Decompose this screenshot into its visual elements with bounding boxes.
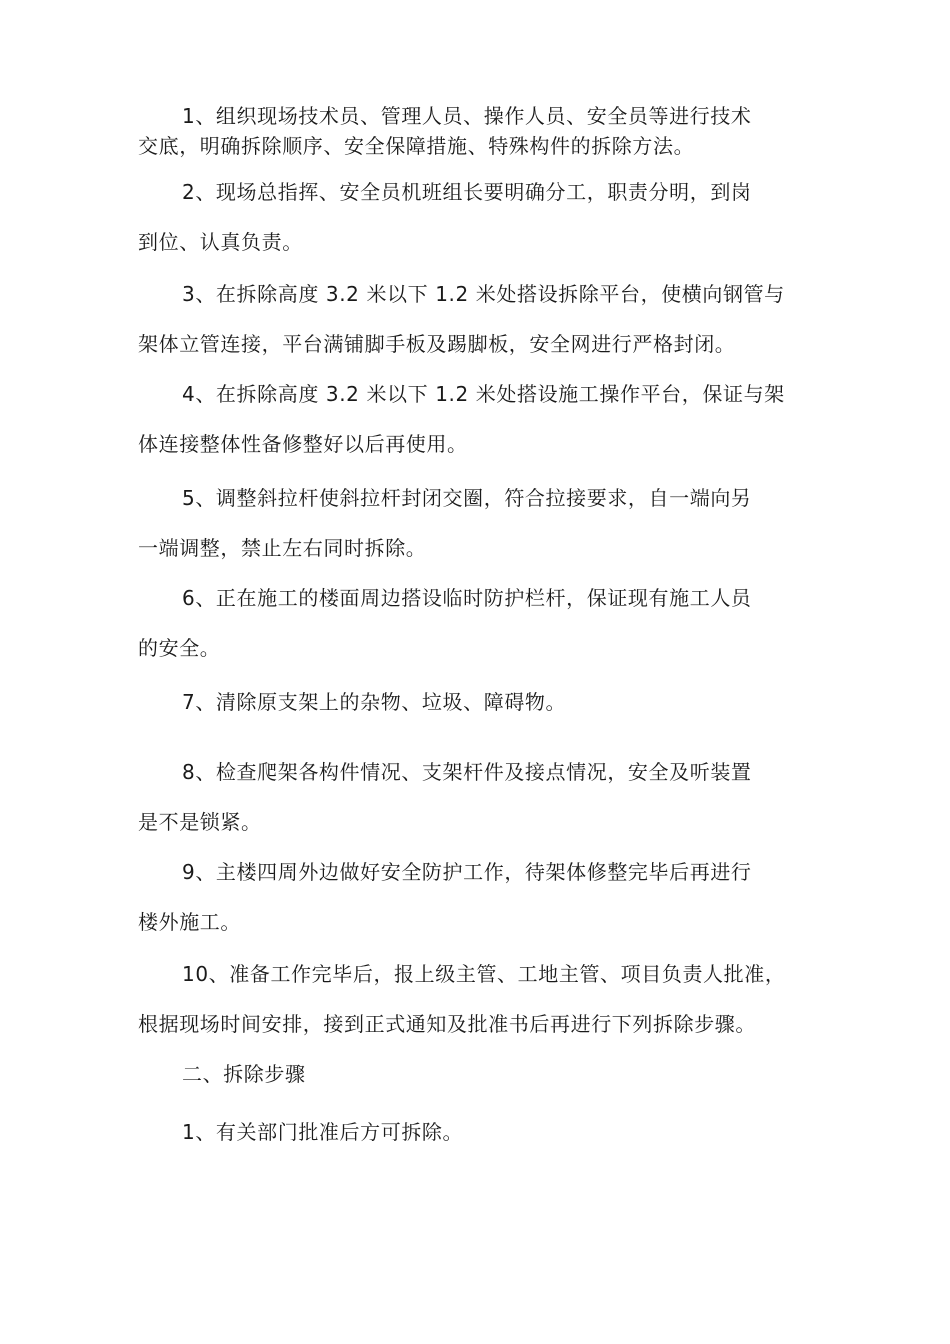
paragraph-line: 的安全。 <box>138 636 221 660</box>
section-heading-text: 二、拆除步骤 <box>182 1062 306 1086</box>
paragraph-line: 1、有关部门批准后方可拆除。 <box>182 1120 464 1144</box>
paragraph-line: 10、准备工作完毕后，报上级主管、工地主管、项目负责人批准， <box>182 962 786 986</box>
paragraph-line: 架体立管连接，平台满铺脚手板及踢脚板，安全网进行严格封闭。 <box>138 332 736 356</box>
paragraph-line: 交底，明确拆除顺序、安全保障措施、特殊构件的拆除方法。 <box>138 134 695 158</box>
paragraph-line: 体连接整体性备修整好以后再使用。 <box>138 432 468 456</box>
paragraph-line: 4、在拆除高度 3.2 米以下 1.2 米处搭设施工操作平台，保证与架 <box>182 382 785 406</box>
paragraph-line: 楼外施工。 <box>138 910 241 934</box>
paragraph-line: 根据现场时间安排，接到正式通知及批准书后再进行下列拆除步骤。 <box>138 1012 756 1036</box>
paragraph-line: 6、正在施工的楼面周边搭设临时防护栏杆，保证现有施工人员 <box>182 586 752 610</box>
paragraph-line: 一端调整，禁止左右同时拆除。 <box>138 536 427 560</box>
paragraph-line: 5、调整斜拉杆使斜拉杆封闭交圈，符合拉接要求，自一端向另 <box>182 486 752 510</box>
paragraph-line: 9、主楼四周外边做好安全防护工作，待架体修整完毕后再进行 <box>182 860 752 884</box>
paragraph-line: 7、清除原支架上的杂物、垃圾、障碍物。 <box>182 690 567 714</box>
paragraph-line: 1、组织现场技术员、管理人员、操作人员、安全员等进行技术 <box>182 104 752 128</box>
paragraph-line: 8、检查爬架各构件情况、支架杆件及接点情况，安全及听装置 <box>182 760 752 784</box>
paragraph-line: 到位、认真负责。 <box>138 230 303 254</box>
paragraph-line: 是不是锁紧。 <box>138 810 262 834</box>
paragraph-line: 2、现场总指挥、安全员机班组长要明确分工，职责分明，到岗 <box>182 180 752 204</box>
paragraph-line: 3、在拆除高度 3.2 米以下 1.2 米处搭设拆除平台，使横向钢管与 <box>182 282 785 306</box>
